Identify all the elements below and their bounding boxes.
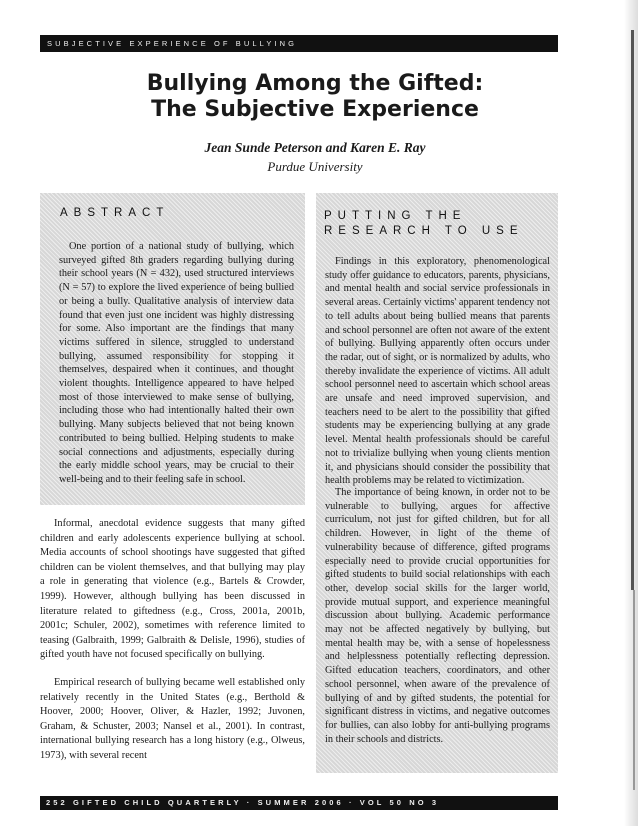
research-to-use-paragraph-2: The importance of being known, in order not to be vulnerable to bullying, argues for affective curriculum, not just for gifted children, but for all children. However, in light of the theme of vulnerability because of difference, gifted programs especially need to provide crucial opportunities for gifted students to build social relationships with each other, develop social skills for the larger world, provide mutual support, and experience meaningful discussion about bullying. Academic performance may not be affected negatively by bullying, but mental health may be, with a sense of hopelessness and helplessness potentially reflecting depression. Gifted education teachers, coordinators, and other school personnel, when aware of the prevalence of bullying of and by gifted students, the potential for significant distress in victims, and negative outcomes for bullies, can also lobby for anti-bullying programs in their schools and districts. [325,487,550,745]
body-paragraph-2: Empirical research of bullying became well established only relatively recently in the United States (e.g., Berthold & Hoover, 2000; Hoover, Oliver, & Hazler, 1992; Juvonen, Graham, & Schuster, 2003; Nansel et al., 2001). In contrast, international bullying research has a long history (e.g., Olweus, 1973), with several recent [40,677,305,761]
abstract-box [40,193,305,505]
scan-binding-shadow [631,30,634,590]
scan-binding-shadow-lower [633,590,635,790]
research-to-use-heading: PUTTING THE RESEARCH TO USE [324,210,524,237]
journal-footer: 252 GIFTED CHILD QUARTERLY · SUMMER 2006 · VOL 50 NO 3 [40,796,558,810]
article-title-line-1: Bullying Among the Gifted: [146,71,484,96]
body-paragraph-1: Informal, anecdotal evidence suggests that many gifted children and early adolescents experience bullying at school. Media accounts of school shootings have suggested that gifted children can be violent themselves, and that bullying may play a role in generating that violence (e.g., Bartels & Crowder, 1999). However, although bullying has been discussed in literature related to giftedness (e.g., Cross, 2001a, 2001b, 2001c; Schuler, 2002), sometimes with reference limited to teasing (Galbraith, 1999; Galbraith & Delisle, 1996), studies of gifted youth have not focused specifically on bullying. [40,518,305,661]
article-authors: Jean Sunde Peterson and Karen E. Ray [204,140,426,155]
abstract-heading: ABSTRACT [60,207,170,219]
research-to-use-paragraph-1: Findings in this exploratory, phenomenological study offer guidance to educators, parents, physicians, and mental health and social service professionals in several areas. Certainly victims' apparent tendency not to tell adults about being bullied means that parents and school personnel are often not aware of the extent of bullying. Bullying apparently often occurs under the radar, out of sight, or is normalized by adults, who thereby invalidate the experience of victims. All adult school personnel need to ascertain which school areas are unsafe and need improved supervision, and teachers need to be alert to the possibility that gifted students may be experiencing bullying at any grade level. Mental health professionals should be careful not to trivialize bullying when young clients mention it, and physicians should consider the possibility that health problems may be related to victimization. [325,256,550,487]
article-title-line-2: The Subjective Experience [151,97,479,122]
research-to-use-box [316,193,558,773]
journal-section-header: SUBJECTIVE EXPERIENCE OF BULLYING [40,35,558,52]
abstract-text: One portion of a national study of bullying, which surveyed gifted 8th graders regarding bullying during their school years (N = 432), used structured interviews (N = 57) to explore the lived experience of being bullied or being a bully. Qualitative analysis of interview data found that even just one incident was highly distressing for some. Also important are the findings that many victims suffered in silence, struggled to understand bullying, assumed responsibility for stopping it themselves, despaired when it continues, and thought violent thoughts. Intelligence appeared to have helped most of those interviewed to make sense of bullying, including those who had intentionally halted their own bullying. Many subjects believed that not being known contributed to being bullied. Helping students to make social connections and adjustments, especially during the early middle school years, may be crucial to their well-being and to their feeling safe in school. [59,241,294,485]
author-affiliation: Purdue University [267,159,363,174]
